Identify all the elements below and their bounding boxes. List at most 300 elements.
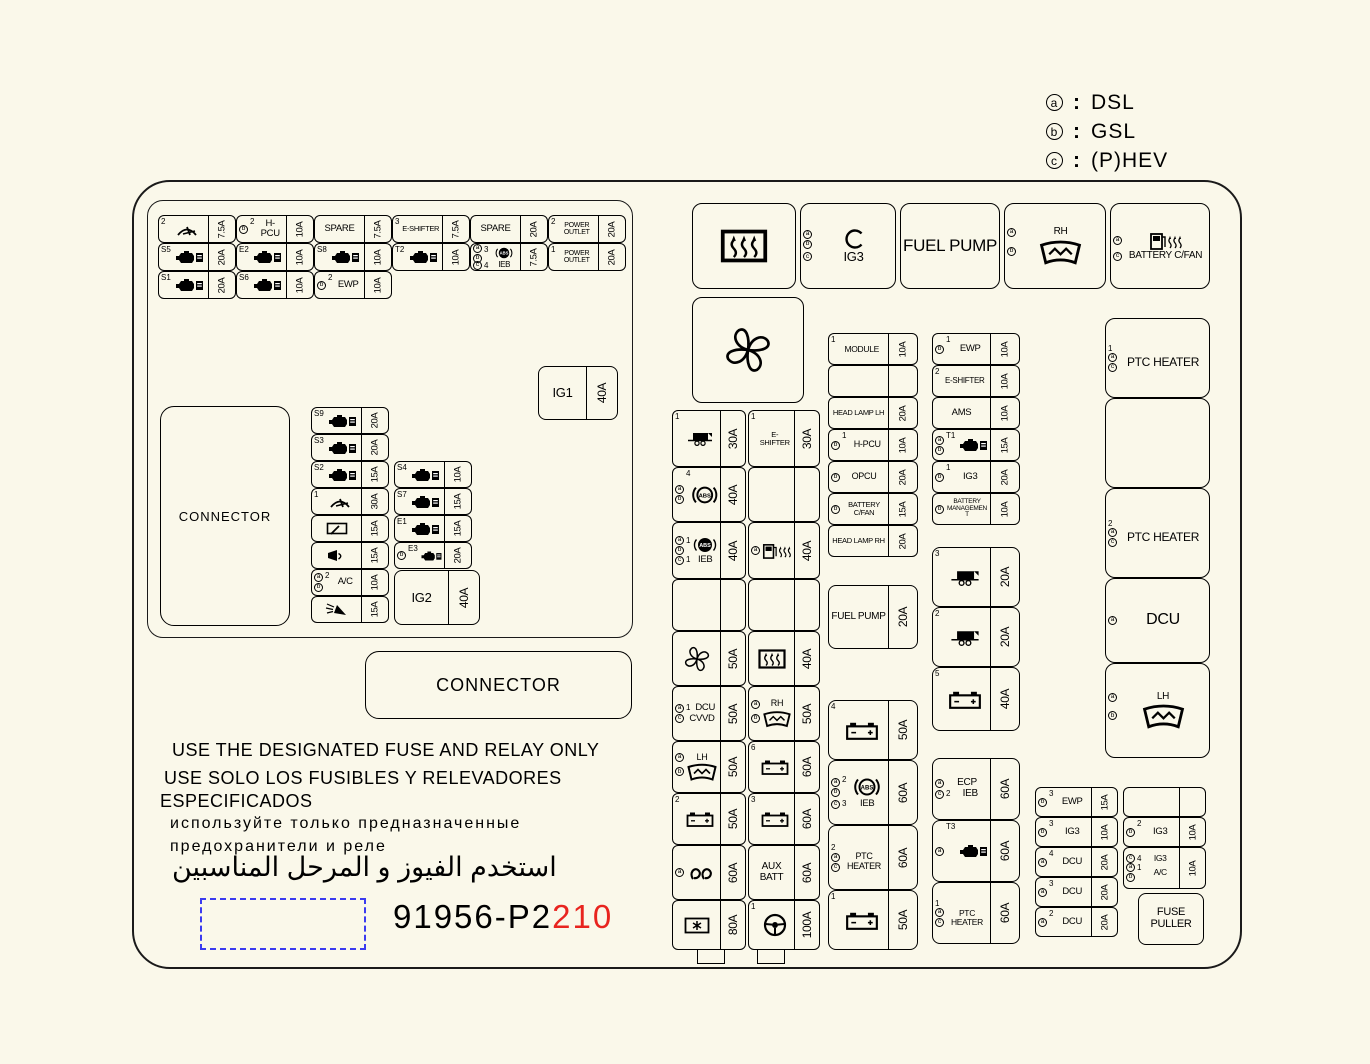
circled-c-icon: c (1113, 252, 1122, 261)
fuse-lh: a LH b 50A (672, 741, 746, 793)
defrost-icon (720, 229, 768, 263)
fuse-spare: SPARE 7.5A (314, 215, 392, 243)
amp-rating: 15A (361, 543, 388, 568)
amp-rating: 7.5A (364, 216, 391, 242)
engine-icon (174, 250, 204, 264)
circled-c-icon: c (1126, 854, 1135, 863)
amp-rating: 10A (1179, 818, 1205, 846)
circled-a-icon: a (935, 779, 944, 788)
part-number-suffix: 210 (552, 898, 614, 935)
circled-a-icon: a (1113, 236, 1122, 245)
fan-icon (682, 644, 712, 674)
fuse-rh: a RH b (1004, 203, 1106, 289)
amp-rating (794, 468, 819, 521)
circled-c-icon: c (803, 252, 812, 261)
circled-c-icon: c (473, 261, 482, 270)
fuse-ig3: c 4 IG3 a b 1 A/C 10A (1123, 847, 1206, 889)
amp-rating: 7.5A (442, 216, 469, 242)
circled-c-icon: c (1046, 152, 1063, 169)
circled-a-icon: a (935, 908, 944, 917)
note-arabic: استخدم الفيوز و المرحل المناسبين (172, 852, 557, 882)
amp-rating: 10A (990, 334, 1019, 364)
fuse-engine-icon: S9 20A (311, 407, 389, 434)
fuse-hlwasher-icon (311, 596, 389, 623)
circled-b-icon: b (935, 345, 944, 354)
fuse-battery-c-fan: a c BATTERY C/FAN (1110, 203, 1210, 289)
circled-b-icon: b (1126, 873, 1135, 882)
rwiper-icon (326, 522, 348, 535)
engine-icon (252, 278, 282, 292)
amp-rating: 10A (990, 398, 1019, 428)
amp-rating: 50A (888, 701, 917, 759)
circled-b-icon: b (675, 546, 684, 555)
engine-icon (174, 278, 204, 292)
fuse-battery-icon: 6 60A (748, 741, 820, 793)
wiper-icon (176, 223, 198, 236)
engine-icon (958, 844, 988, 858)
circled-c-icon: c (1108, 363, 1117, 372)
circled-a-icon: a (935, 436, 944, 445)
deicer-icon (1141, 702, 1186, 729)
fuse-dcu: a DCU (1105, 578, 1210, 663)
circled-a-icon: a (1038, 918, 1047, 927)
fuse-blank (1105, 398, 1210, 488)
fuse-ig3: b 1 IG3 20A (932, 461, 1020, 493)
legend (1046, 88, 1168, 175)
circled-b-icon: b (239, 225, 248, 234)
circled-a-icon: a (751, 546, 760, 555)
legend-label-dsl: DSL (1091, 90, 1135, 114)
amp-rating: 60A (990, 821, 1019, 881)
fuse-ecp: a ECP c 2 IEB 60A (932, 758, 1020, 820)
engine-icon (958, 438, 988, 452)
circled-a-icon: a (473, 244, 482, 253)
legend-label-phev: (P)HEV (1091, 148, 1169, 172)
circled-a-icon: a (675, 485, 684, 494)
circled-a-icon: a (1007, 228, 1016, 237)
amp-rating: 10A (364, 244, 391, 270)
engine-icon (327, 468, 357, 482)
amp-rating: 50A (888, 891, 917, 949)
amp-rating: 10A (361, 570, 388, 595)
defrost-icon (758, 649, 786, 669)
amp-rating: 50A (794, 687, 819, 740)
amp-rating: 60A (990, 883, 1019, 943)
circled-b-icon: b (314, 583, 323, 592)
fuse-power-outlet: 2 POWER OUTLET 20A (548, 215, 626, 243)
fuse-trailer-icon: 2 20A (932, 607, 1020, 667)
circled-b-icon: b (317, 281, 326, 290)
circled-b-icon: b (803, 240, 812, 249)
amp-rating: 15A (444, 489, 471, 514)
circled-b-icon: b (1007, 247, 1016, 256)
fuse-dcu: a 2 DCU 20A (1035, 907, 1118, 937)
fuse-head-lamp-rh: HEAD LAMP RH 20A (828, 525, 918, 557)
fuse-engine-icon: S5 20A (158, 243, 236, 271)
amp-rating: 10A (286, 244, 313, 270)
amp-rating: 15A (888, 494, 917, 524)
amp-rating: 60A (794, 846, 819, 899)
fuse-battery-icon: 5 40A (932, 667, 1020, 731)
amp-rating: 15A (361, 516, 388, 541)
fuse-dcu: a 4 DCU 20A (1035, 847, 1118, 877)
circled-a-icon: a (803, 230, 812, 239)
fuse-e-shifter: 1 E-SHIFTER 30A (748, 410, 820, 467)
amp-rating: 20A (208, 272, 235, 298)
circled-b-icon: b (935, 446, 944, 455)
fuse-trailer-icon: 3 20A (932, 547, 1020, 607)
amp-rating: 20A (361, 408, 388, 433)
fuse-defrost-icon (692, 203, 796, 289)
circled-b-icon: b (935, 473, 944, 482)
fuse-a-c: a b 2 A/C 10A (311, 569, 389, 596)
amp-rating: 20A (208, 244, 235, 270)
amp-rating: 50A (720, 687, 745, 740)
amp-rating: 50A (720, 794, 745, 844)
fuse-defrost-icon (748, 631, 820, 686)
amp-rating: 10A (286, 216, 313, 242)
fuse-blank (748, 467, 820, 522)
fuse-ewp: b 2 EWP 10A (314, 271, 392, 299)
connector-box-left: CONNECTOR (160, 406, 290, 626)
amp-rating: 40A (720, 523, 745, 578)
note-russian-1: используйте только предназначенные (170, 815, 522, 832)
amp-rating: 20A (1091, 878, 1117, 906)
amp-rating: 60A (888, 761, 917, 824)
engine-icon (420, 549, 442, 563)
amp-rating: 20A (444, 543, 471, 568)
absf-icon (495, 246, 513, 260)
svg-text:ABS: ABS (699, 492, 712, 499)
amp-rating: 20A (990, 462, 1019, 492)
circled-b-icon: b (1126, 828, 1135, 837)
legend-item-dsl: a : DSL (1046, 88, 1168, 117)
part-number (393, 898, 613, 936)
fuse-ptc-heater: 1 a c PTC HEATER 60A (932, 882, 1020, 944)
fuse-opcu: b OPCU 20A (828, 461, 918, 493)
amp-rating: 10A (1179, 848, 1205, 888)
amp-rating: 40A (448, 571, 479, 624)
fuse-steering-icon: 1 100A (748, 900, 820, 950)
circled-c-icon: c (675, 556, 684, 565)
battery-icon (761, 811, 789, 827)
fuse-battery-icon: 3 60A (748, 793, 820, 845)
legend-item-phev: c : (P)HEV (1046, 146, 1168, 175)
fuse-lh: a LH b (1105, 663, 1210, 758)
fuse-rwiper-icon (311, 515, 389, 542)
fuse-engine-icon: a b T1 15A (932, 429, 1020, 461)
amp-rating: 20A (598, 244, 625, 270)
fuse-wiper-icon: 1 30A (311, 488, 389, 515)
circled-b-icon: b (1038, 798, 1047, 807)
fuse-ieb: a b 1 ABS c 1 IEB 40A (672, 522, 746, 579)
amp-rating: 20A (888, 462, 917, 492)
mount-tab (757, 950, 785, 964)
circled-b-icon: b (675, 495, 684, 504)
svg-text:ABS: ABS (860, 785, 874, 792)
amp-rating: 60A (990, 759, 1019, 819)
circled-a-icon: a (314, 573, 323, 582)
absf-icon (693, 536, 717, 554)
deicer-icon (762, 709, 792, 728)
fuse-fuelheat-icon (748, 522, 820, 579)
fuse-ig3: a b c IG3 (800, 203, 896, 289)
engine-icon (330, 250, 360, 264)
amp-rating: 100A (794, 901, 819, 949)
fuse-engine-icon: a T3 60A (932, 820, 1020, 882)
fuse-ams: AMS 10A (932, 397, 1020, 429)
amp-rating: 30A (720, 411, 745, 466)
amp-rating: 7.5A (208, 216, 235, 242)
circled-b-icon: b (751, 714, 760, 723)
circled-a-icon: a (751, 700, 760, 709)
circled-b-icon: b (831, 441, 840, 450)
fuse-engine-icon: S8 10A (314, 243, 392, 271)
amp-rating: 15A (444, 516, 471, 541)
amp-rating (1179, 788, 1205, 816)
note-spanish-2: ESPECIFICADOS (160, 791, 313, 811)
amp-rating: 7.5A (520, 244, 547, 270)
label-placeholder-box (200, 898, 366, 950)
circled-a-icon: a (1108, 616, 1117, 625)
amp-rating: 60A (720, 846, 745, 899)
fuelheat-icon (762, 541, 792, 561)
circled-b-icon: b (831, 788, 840, 797)
circled-b-icon: b (1046, 123, 1063, 140)
fuse-battery-icon: 4 50A (828, 700, 918, 760)
circled-c-icon: c (1108, 538, 1117, 547)
engine-icon (410, 468, 440, 482)
steering-icon (763, 913, 787, 937)
fuse-ptc-heater: 2 a c PTC HEATER 60A (828, 825, 918, 890)
horn-icon (327, 549, 347, 562)
fuse-ptc-heater: 2 a c PTC HEATER (1105, 488, 1210, 578)
engine-icon (327, 414, 357, 428)
trailer-icon (949, 569, 981, 586)
battery-icon (845, 911, 879, 930)
fuse-head-lamp-lh: HEAD LAMP LH 20A (828, 397, 918, 429)
engine-icon (410, 495, 440, 509)
amp-rating: 15A (361, 462, 388, 487)
amp-rating: 60A (888, 826, 917, 889)
fuse-engine-icon: S6 10A (236, 271, 314, 299)
battery-icon (948, 690, 982, 709)
fuse-engine-icon: S2 15A (311, 461, 389, 488)
fuse-engine-icon: E1 15A (394, 515, 472, 542)
legend-item-gsl: b : GSL (1046, 117, 1168, 146)
engine-icon (408, 250, 438, 264)
amp-rating: 30A (794, 411, 819, 466)
circled-a-icon: a (675, 704, 684, 713)
fuse-engine-icon: S7 15A (394, 488, 472, 515)
svg-text:ABS: ABS (699, 543, 712, 550)
amp-rating: 10A (990, 366, 1019, 396)
battery-icon (686, 811, 714, 827)
circled-a-icon: a (831, 778, 840, 787)
circled-c-icon: c (935, 918, 944, 927)
fuse-h-pcu: b 1 H-PCU 10A (828, 429, 918, 461)
connector-box-bottom: CONNECTOR (365, 651, 632, 719)
circled-a-icon: a (1108, 528, 1117, 537)
trailer-icon (949, 629, 981, 646)
svg-text:ABS: ABS (499, 250, 509, 256)
wiper-icon (329, 495, 351, 508)
amp-rating: 20A (888, 526, 917, 556)
amp-rating: 30A (361, 489, 388, 514)
fuse-spare: SPARE 20A (470, 215, 548, 243)
circled-b-icon: b (831, 505, 840, 514)
circled-b-icon: b (397, 551, 406, 560)
fuse-battery-icon: 1 50A (828, 890, 918, 950)
fuse-abso-icon: a b 4 ABS 40A (672, 467, 746, 522)
legend-label-gsl: GSL (1091, 119, 1137, 143)
amp-rating: 20A (888, 586, 917, 648)
fuse-ig1: IG1 40A (538, 366, 618, 420)
amp-rating: 10A (1091, 818, 1117, 846)
fuse-blank (672, 579, 746, 631)
circled-a-icon: a (831, 853, 840, 862)
amp-rating: 15A (990, 430, 1019, 460)
note-russian-2: предохранители и реле (170, 838, 387, 855)
fuse-fuse-puller: FUSE PULLER (1138, 893, 1204, 945)
amp-rating: 10A (364, 272, 391, 298)
fuse-module: 1 MODULE 10A (828, 333, 918, 365)
fuse-battery-icon: 2 50A (672, 793, 746, 845)
hlwasher-icon (325, 602, 349, 617)
fuse-dcu: a 3 DCU 20A (1035, 877, 1118, 907)
amp-rating: 20A (520, 216, 547, 242)
amp-rating: 10A (286, 272, 313, 298)
ring-icon (843, 228, 865, 250)
amp-rating: 10A (990, 494, 1019, 524)
fuse-engine-icon: E2 10A (236, 243, 314, 271)
fuse-e-shifter: 3 E-SHIFTER 7.5A (392, 215, 470, 243)
circled-a-icon: a (1108, 353, 1117, 362)
circled-c-icon: c (831, 863, 840, 872)
amp-rating (794, 580, 819, 630)
amp-rating: 10A (442, 244, 469, 270)
amp-rating: 20A (1091, 848, 1117, 876)
fuse-engine-icon: S4 10A (394, 461, 472, 488)
circled-b-icon: b (1038, 828, 1047, 837)
fuse-engine-icon: S1 20A (158, 271, 236, 299)
amp-rating (720, 580, 745, 630)
note-spanish-1: USE SOLO LOS FUSIBLES Y RELEVADORES (164, 768, 562, 788)
amp-rating: 60A (794, 742, 819, 792)
fuse-engine-icon: S3 20A (311, 434, 389, 461)
fuse-dcu: a 1 DCU c CVVD 50A (672, 686, 746, 741)
trailer-icon (686, 431, 714, 446)
circled-c-icon: c (675, 714, 684, 723)
abso-icon (692, 483, 718, 507)
amp-rating (888, 366, 917, 396)
amp-rating: 15A (1091, 788, 1117, 816)
deicer-icon (1038, 238, 1083, 265)
amp-rating: 10A (888, 334, 917, 364)
fuse-engine-icon: b E3 20A (394, 542, 472, 569)
circled-c-icon: c (831, 800, 840, 809)
circled-a-icon: a (675, 753, 684, 762)
circled-a-icon: a (1108, 693, 1117, 702)
fuse-blank (1123, 787, 1206, 817)
fuse-trailer-icon: 1 30A (672, 410, 746, 467)
fuelheat-icon (1149, 231, 1183, 251)
amp-rating: 20A (361, 435, 388, 460)
fuse-ewp: b 3 EWP 15A (1035, 787, 1118, 817)
fuse-power-outlet: 1 POWER OUTLET 20A (548, 243, 626, 271)
fuse-fan-icon (672, 631, 746, 686)
fuse-coil-icon (672, 845, 746, 900)
circled-a-icon: a (675, 868, 684, 877)
circled-b-icon: b (473, 254, 482, 263)
mount-tab (697, 950, 725, 964)
fuse-ieb: a b 2 ABS c 3 IEB 60A (828, 760, 918, 825)
amp-rating: 40A (720, 468, 745, 521)
fuse-fuel-pump: FUEL PUMP (900, 203, 1000, 289)
amp-rating: 20A (598, 216, 625, 242)
fuse-blank (748, 579, 820, 631)
engine-icon (410, 522, 440, 536)
note-english: USE THE DESIGNATED FUSE AND RELAY ONLY (172, 740, 600, 760)
fuse-blank (828, 365, 918, 397)
circled-a-icon: a (1038, 858, 1047, 867)
fuse-ig2: IG2 40A (394, 570, 480, 625)
amp-rating: 80A (720, 901, 745, 949)
circled-b-icon: b (1108, 711, 1117, 720)
amp-rating: 50A (720, 742, 745, 792)
amp-rating: 15A (361, 597, 388, 622)
amp-rating: 40A (794, 523, 819, 578)
fuse-engine-icon: T2 10A (392, 243, 470, 271)
circled-b-icon: b (675, 767, 684, 776)
fuse-ig3: b 2 IG3 10A (1123, 817, 1206, 847)
amp-rating: 20A (1091, 908, 1117, 936)
engine-icon (327, 441, 357, 455)
engine-icon (252, 250, 282, 264)
amp-rating: 40A (990, 668, 1019, 730)
circled-a-icon: a (1126, 863, 1135, 872)
battery-icon (761, 759, 789, 775)
fan-icon (721, 323, 775, 377)
fuse-h-pcu: b 2 H-PCU 10A (236, 215, 314, 243)
amp-rating: 10A (888, 430, 917, 460)
fuse-aux-batt: AUX BATT 60A (748, 845, 820, 900)
circled-a-icon: a (935, 847, 944, 856)
fuse-ptc-heater: 1 a c PTC HEATER (1105, 318, 1210, 398)
fuse-horn-icon (311, 542, 389, 569)
fuse-rh: a RH b 50A (748, 686, 820, 741)
fuse-blower-icon (672, 900, 746, 950)
amp-rating: 10A (444, 462, 471, 487)
abso-icon (854, 775, 880, 799)
circled-c-icon: c (935, 790, 944, 799)
fuse-wiper-icon: 2 7.5A (158, 215, 236, 243)
circled-a-icon: a (1038, 888, 1047, 897)
amp-rating: 20A (888, 398, 917, 428)
fuse-fan-icon (692, 297, 804, 403)
blower-icon (684, 917, 710, 934)
amp-rating: 40A (794, 632, 819, 685)
battery-icon (845, 721, 879, 740)
fuse-ieb: a b 3 ABS c 4 IEB 7.5A (470, 243, 548, 271)
amp-rating: 60A (794, 794, 819, 844)
fuse-battery-management: b BATTERY MANAGEMENT 10A (932, 493, 1020, 525)
circled-b-icon: b (831, 473, 840, 482)
amp-rating: 20A (990, 548, 1019, 606)
fuse-battery-c-fan: b BATTERY C/FAN 15A (828, 493, 918, 525)
deicer-icon (686, 762, 718, 781)
fuse-e-shifter: 2 E-SHIFTER 10A (932, 365, 1020, 397)
